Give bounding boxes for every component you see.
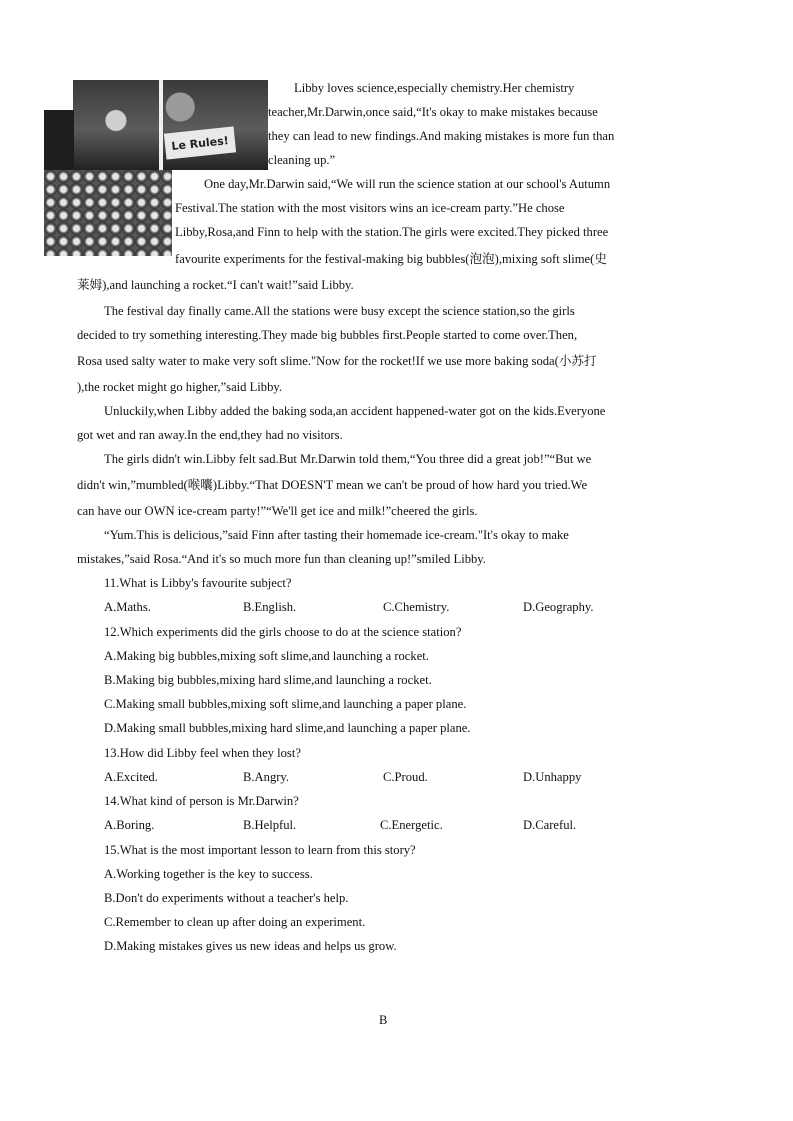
answer-option[interactable]: C.Making small bubbles,mixing soft slime,and launching a paper plane. (104, 697, 467, 711)
answer-option[interactable]: C.Proud. (383, 770, 428, 784)
rules-sign: Le Rules! (164, 126, 236, 159)
question-stem: 12.Which experiments did the girls choose to do at the science station? (104, 625, 462, 639)
question-stem: 15.What is the most important lesson to learn from this story? (104, 843, 416, 857)
passage-line: ),the rocket might go higher,”said Libby. (77, 380, 283, 394)
passage-line: can have our OWN ice-cream party!”“We'll get ice and milk!”cheered the girls. (77, 504, 478, 518)
passage-line: cleaning up.” (268, 153, 336, 167)
question-stem: 13.How did Libby feel when they lost? (104, 746, 301, 760)
passage-line: One day,Mr.Darwin said,“We will run the science station at our school's Autumn (204, 177, 611, 191)
passage-line: they can lead to new findings.And making mistakes is more fun than (268, 129, 615, 143)
photo-divider (159, 80, 163, 170)
passage-line: Libby,Rosa,and Finn to help with the station.The girls were excited.They picked three (175, 225, 609, 239)
passage-line: teacher,Mr.Darwin,once said,“It's okay to make mistakes because (268, 105, 598, 119)
answer-option[interactable]: D.Geography. (523, 600, 594, 614)
passage-line: The festival day finally came.All the stations were busy except the science station,so the girls (104, 304, 575, 318)
question-stem: 14.What kind of person is Mr.Darwin? (104, 794, 299, 808)
passage-line: didn't win,”mumbled(喉囔)Libby.“That DOESN'T mean we can't be proud of how hard you tried.We (77, 478, 588, 492)
answer-option[interactable]: A.Boring. (104, 818, 155, 832)
answer-option[interactable]: B.Don't do experiments without a teacher's help. (104, 891, 349, 905)
passage-line: Festival.The station with the most visitors wins an ice-cream party.”He chose (175, 201, 565, 215)
passage-line: Rosa used salty water to make very soft slime."Now for the rocket!If we use more baking soda(小苏打 (77, 354, 597, 368)
passage-line: Unluckily,when Libby added the baking soda,an accident happened-water got on the kids.Everyone (104, 404, 606, 418)
answer-option[interactable]: C.Remember to clean up after doing an experiment. (104, 915, 366, 929)
answer-option[interactable]: D.Unhappy (523, 770, 582, 784)
story-illustration-bubbles (44, 170, 172, 256)
story-illustration-edge (44, 110, 74, 170)
answer-option[interactable]: D.Making mistakes gives us new ideas and helps us grow. (104, 939, 397, 953)
answer-option[interactable]: B.Making big bubbles,mixing hard slime,and launching a rocket. (104, 673, 432, 687)
answer-option[interactable]: C.Energetic. (380, 818, 443, 832)
passage-line: favourite experiments for the festival-making big bubbles(泡泡),mixing soft slime(史 (175, 252, 607, 266)
answer-option[interactable]: A.Excited. (104, 770, 158, 784)
answer-option[interactable]: B.Angry. (243, 770, 290, 784)
question-stem: 11.What is Libby's favourite subject? (104, 576, 292, 590)
passage-line: “Yum.This is delicious,”said Finn after tasting their homemade ice-cream."It's okay to make (104, 528, 569, 542)
answer-option[interactable]: D.Careful. (523, 818, 577, 832)
section-label: B (379, 1013, 388, 1027)
passage-line: mistakes,”said Rosa.“And it's so much more fun than cleaning up!”smiled Libby. (77, 552, 486, 566)
answer-option[interactable]: D.Making small bubbles,mixing hard slime,and launching a paper plane. (104, 721, 471, 735)
passage-line: The girls didn't win.Libby felt sad.But Mr.Darwin told them,“You three did a great job!”“But we (104, 452, 592, 466)
answer-option[interactable]: C.Chemistry. (383, 600, 450, 614)
passage-line: decided to try something interesting.They made big bubbles first.People started to come over.Then, (77, 328, 578, 342)
answer-option[interactable]: A.Making big bubbles,mixing soft slime,and launching a rocket. (104, 649, 429, 663)
story-illustration-top (73, 80, 268, 170)
answer-option[interactable]: A.Maths. (104, 600, 151, 614)
answer-option[interactable]: B.English. (243, 600, 297, 614)
passage-line: 莱姆),and launching a rocket.“I can't wait!”said Libby. (77, 278, 354, 292)
passage-line: Libby loves science,especially chemistry.Her chemistry (294, 81, 575, 95)
answer-option[interactable]: B.Helpful. (243, 818, 297, 832)
answer-option[interactable]: A.Working together is the key to success. (104, 867, 313, 881)
passage-line: got wet and ran away.In the end,they had no visitors. (77, 428, 343, 442)
